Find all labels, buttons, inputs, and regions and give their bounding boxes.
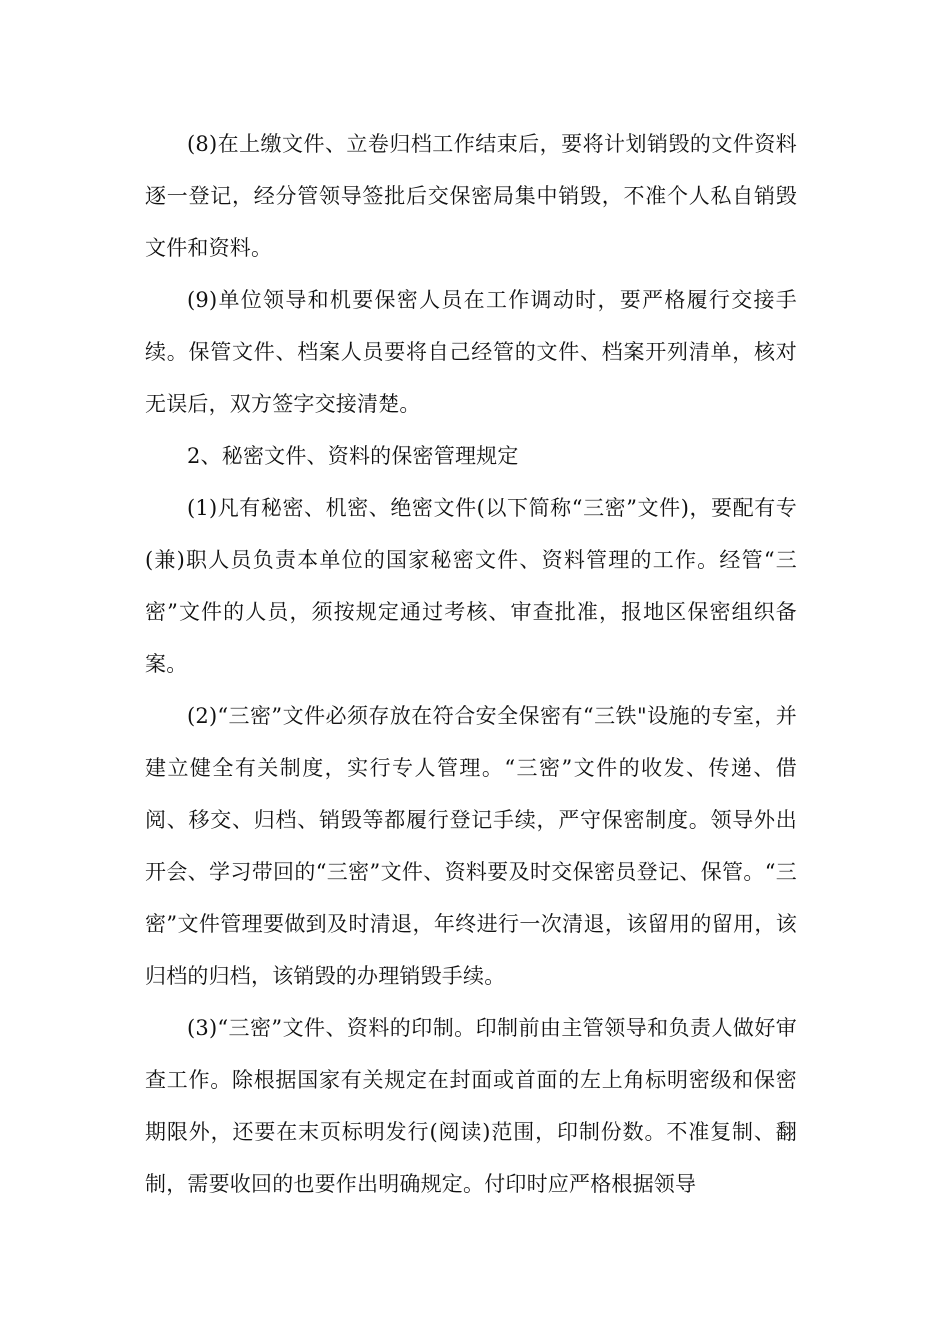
section-paragraph-1: (1)凡有秘密、机密、绝密文件(以下简称“三密”文件)，要配有专(兼)职人员负责本单位的国家秘密文件、资料管理的工作。经管“三密”文件的人员，须按规定通过考核、审查批准，报地区保密组织备案。 [145, 496, 797, 676]
paragraph-9: (9)单位领导和机要保密人员在工作调动时，要严格履行交接手续。保管文件、档案人员要将自己经管的文件、档案开列清单，核对无误后，双方签字交接清楚。 [145, 288, 797, 416]
paragraph-8: (8)在上缴文件、立卷归档工作结束后，要将计划销毁的文件资料逐一登记，经分管领导签批后交保密局集中销毁，不准个人私自销毁文件和资料。 [145, 132, 797, 260]
section-paragraph-3: (3)“三密”文件、资料的印制。印制前由主管领导和负责人做好审查工作。除根据国家有关规定在封面或首面的左上角标明密级和保密期限外，还要在末页标明发行(阅读)范围，印制份数。不准复制、翻制，需要收回的也要作出明确规定。付印时应严格根据领导 [145, 1016, 797, 1196]
section-heading: 2、秘密文件、资料的保密管理规定 [187, 444, 519, 468]
document-body [145, 118, 797, 1210]
section-paragraph-2: (2)“三密”文件必须存放在符合安全保密有“三铁"设施的专室，并建立健全有关制度，实行专人管理。“三密”文件的收发、传递、借阅、移交、归档、销毁等都履行登记手续，严守保密制度。领导外出开会、学习带回的“三密”文件、资料要及时交保密员登记、保管。“三密”文件管理要做到及时清退，年终进行一次清退，该留用的留用，该归档的归档，该销毁的办理销毁手续。 [145, 704, 797, 988]
